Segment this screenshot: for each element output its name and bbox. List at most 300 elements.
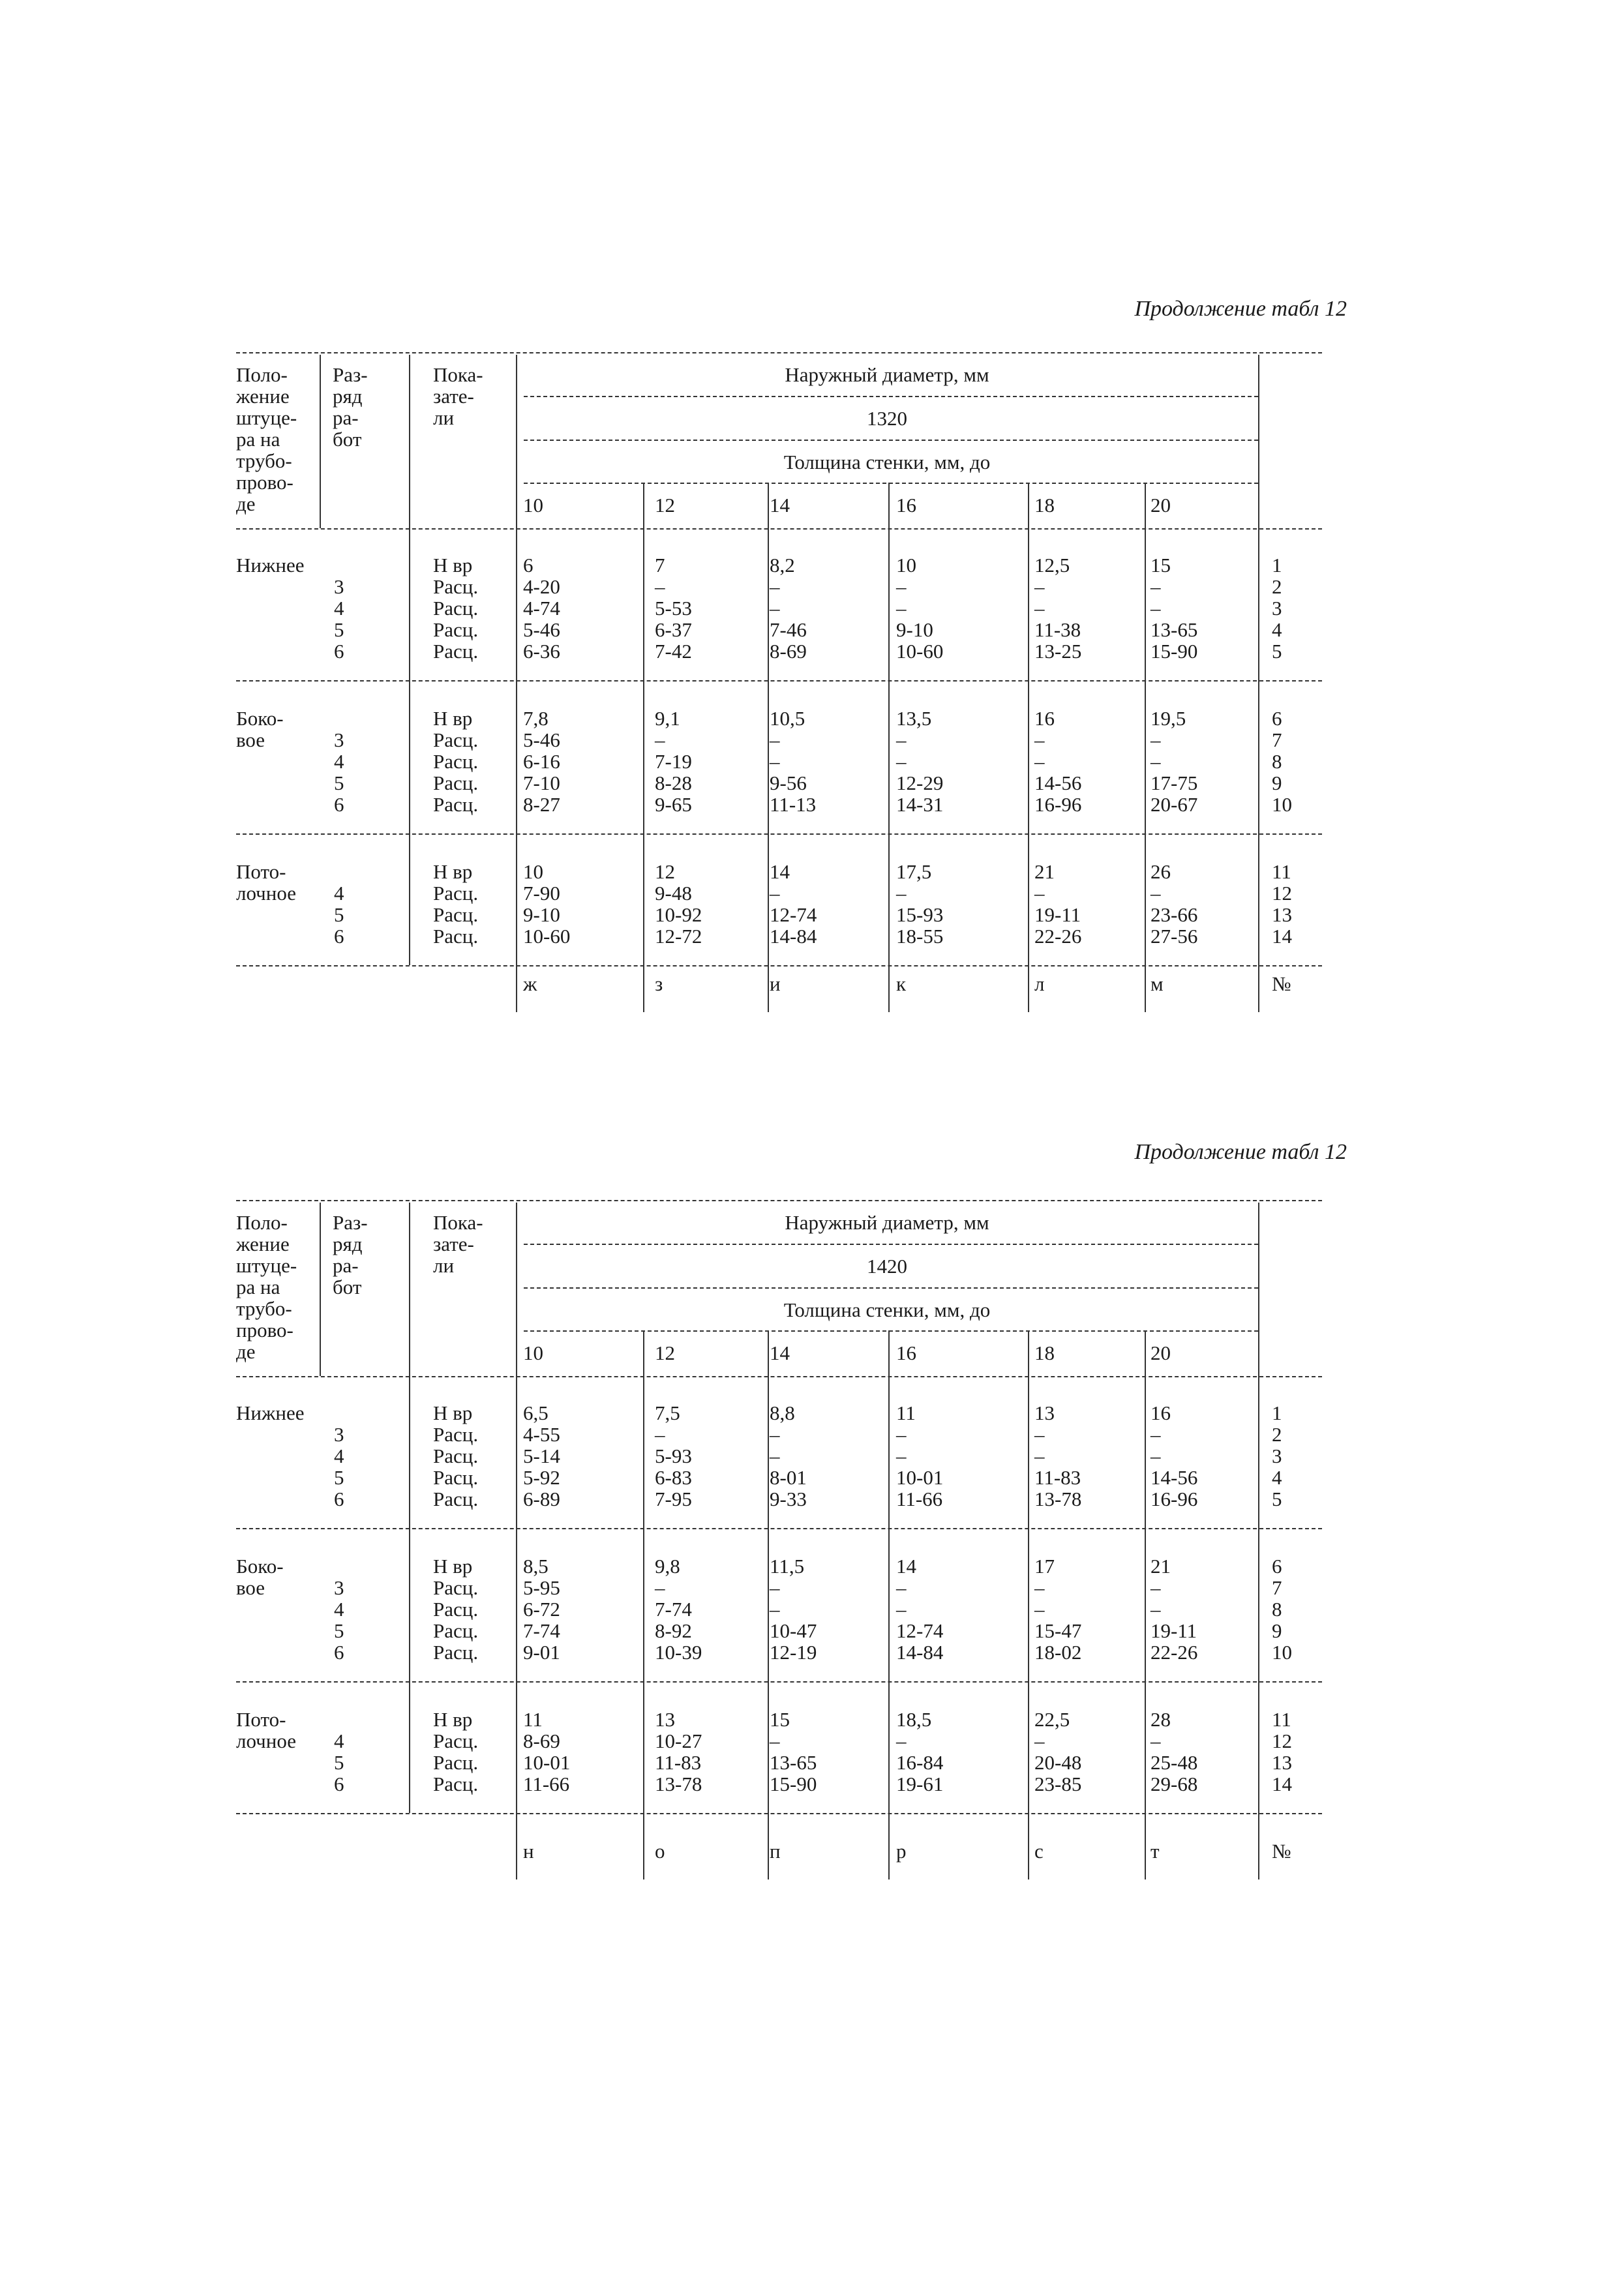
row-indicators — [433, 1709, 478, 1795]
value-column-line: 10-60 — [896, 640, 944, 663]
value-column-line: 17,5 — [896, 860, 932, 883]
value-column-line: 14-56 — [1034, 771, 1082, 794]
value-column — [655, 1402, 692, 1510]
row-indicators-line: Расц. — [433, 1576, 479, 1599]
row-numbers-line: 2 — [1272, 1423, 1282, 1446]
header-position-line: прово- — [236, 1319, 293, 1341]
row-position — [236, 1402, 305, 1424]
row-numbers-line: 4 — [1272, 618, 1282, 641]
header-grade — [333, 1212, 368, 1298]
column-code-5: т — [1150, 1840, 1160, 1863]
column-divider — [1145, 965, 1146, 1012]
value-column — [523, 1402, 560, 1510]
row-grades — [334, 1402, 344, 1510]
row-grades-line — [334, 1709, 344, 1730]
table-caption: Продолжение табл 12 — [1134, 297, 1347, 321]
value-column-line: – — [1150, 1576, 1161, 1599]
value-column — [770, 861, 817, 947]
dashed-rule — [524, 1287, 1258, 1289]
value-column-line: 22-26 — [1150, 1641, 1198, 1664]
row-grades-line: 4 — [334, 1598, 344, 1621]
value-column-line: – — [770, 750, 780, 773]
row-grades-line: 5 — [334, 903, 344, 926]
header-position-line: трубо- — [236, 449, 292, 472]
row-numbers-line: 4 — [1272, 1466, 1282, 1489]
value-column-line: 8-92 — [655, 1619, 692, 1642]
row-position-line: Боко- — [236, 707, 284, 730]
dashed-rule — [524, 483, 1258, 484]
value-column-line: – — [896, 882, 907, 905]
column-code-0: ж — [523, 972, 537, 995]
value-column-line: 7-74 — [523, 1619, 560, 1642]
value-column-line: 10 — [896, 554, 916, 576]
row-grades-line: 3 — [334, 1423, 344, 1446]
value-column-line: 8-69 — [770, 640, 807, 663]
value-column-line: – — [1034, 1598, 1045, 1621]
value-column-line: 7-74 — [655, 1598, 692, 1621]
value-column-line: 10-60 — [523, 925, 571, 948]
row-grades — [334, 708, 344, 815]
value-column — [1150, 1402, 1197, 1510]
header-indicators-line: зате- — [433, 1233, 474, 1255]
row-grades — [334, 1709, 344, 1795]
value-column — [770, 1402, 807, 1510]
value-column-line: – — [770, 1576, 780, 1599]
row-numbers-line: 7 — [1272, 728, 1282, 751]
value-column-line: 10-92 — [655, 903, 702, 926]
value-column-line: – — [1150, 1445, 1161, 1467]
row-indicators-line: Расц. — [433, 575, 479, 598]
thickness-col-5: 20 — [1150, 494, 1171, 517]
value-column-line: 16 — [1034, 707, 1055, 730]
row-numbers — [1272, 1402, 1282, 1510]
value-column-line: – — [655, 1576, 665, 1599]
value-column-line: 28 — [1150, 1708, 1171, 1731]
row-numbers — [1272, 708, 1292, 815]
value-column-line: 10-47 — [770, 1619, 817, 1642]
row-numbers-line: 2 — [1272, 575, 1282, 598]
thickness-col-4: 18 — [1034, 494, 1055, 517]
row-numbers-line: 7 — [1272, 1576, 1282, 1599]
value-column-line: 7-90 — [523, 882, 560, 905]
header-grade-line: бот — [333, 428, 362, 451]
row-numbers-line: 3 — [1272, 1445, 1282, 1467]
value-column — [1150, 708, 1197, 815]
row-indicators-line: Расц. — [433, 1729, 479, 1752]
row-indicators-line: Н вр — [433, 1708, 473, 1731]
header-indicators — [433, 364, 483, 428]
column-code-0: н — [523, 1840, 534, 1863]
value-column-line: 9-01 — [523, 1641, 560, 1664]
row-numbers-line: 14 — [1272, 925, 1292, 948]
value-column-line: 25-48 — [1150, 1751, 1198, 1774]
value-column-line: 15-47 — [1034, 1619, 1082, 1642]
thickness-col-2: 14 — [770, 494, 790, 517]
value-column-line: – — [1150, 1729, 1161, 1752]
value-column-line: 8-69 — [523, 1729, 560, 1752]
row-numbers-line: 6 — [1272, 707, 1282, 730]
dashed-rule — [236, 1681, 1322, 1683]
row-numbers — [1272, 1709, 1292, 1795]
row-position-line: Боко- — [236, 1555, 284, 1578]
value-column-line: – — [896, 575, 907, 598]
header-indicators — [433, 1212, 483, 1276]
value-column — [523, 708, 560, 815]
header-position-line: де — [236, 492, 256, 515]
value-column-line: – — [1150, 750, 1161, 773]
value-column-line: 11-13 — [770, 793, 817, 816]
column-divider — [1258, 1203, 1259, 1376]
value-column-line: 22,5 — [1034, 1708, 1070, 1731]
value-column-line: – — [770, 1445, 780, 1467]
value-column-line: 18,5 — [896, 1708, 932, 1731]
value-column — [523, 1555, 560, 1663]
value-column-line: 7-42 — [655, 640, 692, 663]
row-position-line: Пото- — [236, 1708, 286, 1731]
value-column-line: – — [1150, 597, 1161, 620]
column-divider — [643, 483, 644, 528]
dashed-rule — [236, 1376, 1322, 1377]
value-column-line: 14-56 — [1150, 1466, 1198, 1489]
value-column-line: 12-29 — [896, 771, 944, 794]
row-position — [236, 1555, 284, 1598]
value-column-line: 12 — [655, 860, 675, 883]
column-code-4: л — [1034, 972, 1045, 995]
column-divider — [888, 965, 890, 1012]
column-divider — [888, 483, 890, 528]
value-column-line: 15-90 — [770, 1773, 817, 1795]
value-column-line: 14 — [896, 1555, 916, 1578]
value-column-line: 26 — [1150, 860, 1171, 883]
row-grades-line — [334, 554, 344, 576]
value-column-line: 12-72 — [655, 925, 702, 948]
value-column-line: 11-66 — [896, 1488, 943, 1510]
value-column-line: – — [1034, 728, 1045, 751]
value-column — [770, 708, 816, 815]
value-column-line: – — [896, 1598, 907, 1621]
value-column — [1150, 861, 1197, 947]
header-position-line: штуце- — [236, 1254, 297, 1277]
thickness-col-5: 20 — [1150, 1341, 1171, 1364]
value-column-line: 5-93 — [655, 1445, 692, 1467]
column-divider — [888, 1330, 890, 1376]
header-grade-line: Раз- — [333, 363, 368, 386]
value-column-line: 18-55 — [896, 925, 944, 948]
value-column-line: 12-74 — [770, 903, 817, 926]
value-column-line: 16-96 — [1034, 793, 1082, 816]
header-grade-line: ряд — [333, 1233, 363, 1255]
dashed-rule — [524, 1244, 1258, 1245]
column-code-3: к — [896, 972, 907, 995]
value-column-line: 5-46 — [523, 618, 560, 641]
header-position-line: ра на — [236, 428, 280, 451]
column-code-4: с — [1034, 1840, 1044, 1863]
header-position-line: штуце- — [236, 406, 297, 429]
value-column-line: 9-65 — [655, 793, 692, 816]
header-position-line: прово- — [236, 471, 293, 494]
thickness-col-3: 16 — [896, 494, 916, 517]
value-column-line: 12-74 — [896, 1619, 944, 1642]
value-column-line: – — [1150, 575, 1161, 598]
row-numbers-line: 1 — [1272, 1401, 1282, 1424]
thickness-col-0: 10 — [523, 1341, 543, 1364]
column-divider — [1028, 1330, 1029, 1376]
value-column-line: – — [1034, 882, 1045, 905]
value-column-line: 9-10 — [523, 903, 560, 926]
column-divider — [320, 1203, 321, 1376]
row-indicators-line: Н вр — [433, 554, 473, 576]
value-column — [655, 1709, 702, 1795]
row-indicators-line: Расц. — [433, 1619, 479, 1642]
column-divider — [888, 1813, 890, 1879]
value-column-line: 22-26 — [1034, 925, 1082, 948]
value-column-line: 11 — [523, 1708, 543, 1731]
column-divider — [768, 483, 769, 528]
header-grade-line: ра- — [333, 406, 359, 429]
row-grades-line: 6 — [334, 1773, 344, 1795]
column-divider — [768, 1376, 769, 1813]
column-code-1: о — [655, 1840, 665, 1863]
row-position — [236, 861, 296, 904]
column-divider — [516, 355, 517, 528]
value-column-line: 7-95 — [655, 1488, 692, 1510]
row-grades-line: 3 — [334, 728, 344, 751]
column-divider — [1028, 1813, 1029, 1879]
value-column-line: 29-68 — [1150, 1773, 1198, 1795]
value-column-line: 4-55 — [523, 1423, 560, 1446]
row-numbers-line: 13 — [1272, 1751, 1292, 1774]
column-divider — [643, 528, 644, 965]
dashed-rule — [236, 965, 1322, 966]
value-column-line: 5-95 — [523, 1576, 560, 1599]
value-column — [770, 1555, 817, 1663]
row-indicators — [433, 554, 478, 662]
value-column-line: 8-28 — [655, 771, 692, 794]
value-column-line: 23-66 — [1150, 903, 1198, 926]
row-indicators-line: Расц. — [433, 882, 479, 905]
column-divider — [768, 1813, 769, 1879]
value-column — [770, 1709, 817, 1795]
header-position-line: ра на — [236, 1276, 280, 1298]
value-column-line: – — [655, 728, 665, 751]
value-column-line: 15 — [1150, 554, 1171, 576]
value-column — [1034, 861, 1081, 947]
row-indicators-line: Расц. — [433, 1488, 479, 1510]
column-divider — [1145, 528, 1146, 965]
value-column-line: 14-31 — [896, 793, 944, 816]
value-column-line: – — [1034, 1576, 1045, 1599]
thickness-col-4: 18 — [1034, 1341, 1055, 1364]
value-column-line: 13-78 — [655, 1773, 702, 1795]
column-divider — [1258, 355, 1259, 528]
column-divider — [888, 1376, 890, 1813]
header-outer-diameter: Наружный диаметр, мм — [785, 1211, 989, 1234]
value-column-line: 7-19 — [655, 750, 692, 773]
row-position-line: лочное — [236, 882, 296, 905]
header-position-line: жение — [236, 1233, 290, 1255]
value-column-line: – — [896, 1729, 907, 1752]
row-numbers-line: 13 — [1272, 903, 1292, 926]
value-column-line: 12,5 — [1034, 554, 1070, 576]
value-column — [896, 1709, 943, 1795]
row-numbers-line: 5 — [1272, 1488, 1282, 1510]
value-column-line: 9-10 — [896, 618, 933, 641]
rate-table — [236, 352, 1322, 1004]
value-column-line: 20-67 — [1150, 793, 1198, 816]
header-grade-line: ряд — [333, 385, 363, 408]
value-column-line: 19-11 — [1150, 1619, 1197, 1642]
row-grades-line: 6 — [334, 925, 344, 948]
value-column-line: 5-53 — [655, 597, 692, 620]
thickness-col-3: 16 — [896, 1341, 916, 1364]
value-column — [896, 1402, 943, 1510]
value-column-line: – — [770, 575, 780, 598]
row-indicators-line: Расц. — [433, 793, 479, 816]
column-code-3: р — [896, 1840, 907, 1863]
row-numbers — [1272, 861, 1292, 947]
row-numbers-line: 1 — [1272, 554, 1282, 576]
header-wall-thickness: Толщина стенки, мм, до — [783, 451, 991, 473]
column-divider — [1028, 1376, 1029, 1813]
column-divider — [643, 965, 644, 1012]
row-indicators — [433, 861, 478, 947]
column-divider — [409, 528, 410, 965]
value-column-line: – — [770, 1598, 780, 1621]
row-numbers-line: 9 — [1272, 1619, 1282, 1642]
row-indicators-line: Расц. — [433, 925, 479, 948]
value-column — [1034, 1402, 1081, 1510]
value-column-line: 17 — [1034, 1555, 1055, 1578]
header-grade-line: бот — [333, 1276, 362, 1298]
column-divider — [516, 528, 517, 965]
value-column — [1150, 1709, 1197, 1795]
row-indicators-line: Расц. — [433, 1598, 479, 1621]
value-column-line: 7-46 — [770, 618, 807, 641]
value-column-line: – — [896, 597, 907, 620]
dashed-rule — [236, 833, 1322, 835]
value-column-line: 6-37 — [655, 618, 692, 641]
value-column-line: 9-33 — [770, 1488, 807, 1510]
column-divider — [643, 1376, 644, 1813]
column-divider — [768, 1330, 769, 1376]
value-column-line: 20-48 — [1034, 1751, 1082, 1774]
row-position-line: вое — [236, 1576, 265, 1599]
value-column-line: 13-65 — [770, 1751, 817, 1774]
column-divider — [516, 1203, 517, 1376]
row-grades-line: 6 — [334, 1641, 344, 1664]
value-column-line: – — [896, 1423, 907, 1446]
column-divider — [643, 1813, 644, 1879]
row-numbers-line: 8 — [1272, 750, 1282, 773]
value-column-line: 7,5 — [655, 1401, 680, 1424]
value-column — [655, 1555, 702, 1663]
value-column-line: 10 — [523, 860, 543, 883]
row-position — [236, 708, 284, 751]
header-grade-line: ра- — [333, 1254, 359, 1277]
value-column-line: 12-19 — [770, 1641, 817, 1664]
row-grades-line: 6 — [334, 793, 344, 816]
column-divider — [1258, 965, 1259, 1012]
row-indicators-line: Расц. — [433, 597, 479, 620]
value-column-line: 6-83 — [655, 1466, 692, 1489]
row-indicators-line: Расц. — [433, 750, 479, 773]
row-grades-line: 5 — [334, 1619, 344, 1642]
value-column-line: – — [770, 1729, 780, 1752]
header-grade — [333, 364, 368, 450]
column-divider — [1145, 1376, 1146, 1813]
row-indicators-line: Расц. — [433, 1466, 479, 1489]
value-column-line: 7-10 — [523, 771, 560, 794]
column-divider — [516, 965, 517, 1012]
value-column-line: 15-93 — [896, 903, 944, 926]
row-numbers-line: 10 — [1272, 793, 1292, 816]
value-column — [1150, 554, 1197, 662]
column-divider — [1145, 1330, 1146, 1376]
value-column-line: 10-27 — [655, 1729, 702, 1752]
value-column-line: 8,8 — [770, 1401, 795, 1424]
value-column-line: 9-56 — [770, 771, 807, 794]
header-position-line: Поло- — [236, 1211, 288, 1234]
header-indicators-line: зате- — [433, 385, 474, 408]
row-grades-line: 6 — [334, 640, 344, 663]
row-indicators-line: Расц. — [433, 640, 479, 663]
header-position — [236, 1212, 297, 1362]
value-column-line: 6-72 — [523, 1598, 560, 1621]
value-column-line: – — [896, 1445, 907, 1467]
header-position-line: трубо- — [236, 1297, 292, 1320]
value-column — [896, 861, 943, 947]
value-column-line: 10,5 — [770, 707, 805, 730]
row-indicators-line: Расц. — [433, 1751, 479, 1774]
value-column-line: – — [1150, 1423, 1161, 1446]
value-column-line: 8-27 — [523, 793, 560, 816]
value-column-line: 6-36 — [523, 640, 560, 663]
value-column-line: – — [655, 1423, 665, 1446]
value-column — [655, 708, 692, 815]
row-position — [236, 554, 305, 576]
column-divider — [409, 355, 410, 528]
value-column — [896, 708, 943, 815]
row-numbers-line: 12 — [1272, 882, 1292, 905]
header-position-line: жение — [236, 385, 290, 408]
column-divider — [643, 1330, 644, 1376]
column-divider — [516, 1813, 517, 1879]
header-position-line: де — [236, 1340, 256, 1363]
value-column-line: – — [770, 597, 780, 620]
header-outer-diameter: Наружный диаметр, мм — [785, 363, 989, 386]
rate-table — [236, 1200, 1322, 1891]
row-numbers-line: 10 — [1272, 1641, 1292, 1664]
footer-number-sign: № — [1272, 972, 1291, 995]
value-column-line: 11-83 — [1034, 1466, 1081, 1489]
value-column-line: – — [1150, 728, 1161, 751]
value-column-line: 13-25 — [1034, 640, 1082, 663]
row-indicators-line: Расц. — [433, 903, 479, 926]
column-code-2: п — [770, 1840, 781, 1863]
row-indicators-line: Расц. — [433, 618, 479, 641]
value-column — [655, 861, 702, 947]
row-position-line: Нижнее — [236, 1401, 305, 1424]
thickness-col-2: 14 — [770, 1341, 790, 1364]
column-divider — [1258, 1813, 1259, 1879]
value-column — [896, 1555, 943, 1663]
dashed-rule — [236, 1528, 1322, 1529]
value-column — [1034, 708, 1081, 815]
value-column-line: 14-84 — [770, 925, 817, 948]
value-column-line: 13 — [655, 1708, 675, 1731]
value-column-line: 6-89 — [523, 1488, 560, 1510]
row-indicators-line: Расц. — [433, 1445, 479, 1467]
